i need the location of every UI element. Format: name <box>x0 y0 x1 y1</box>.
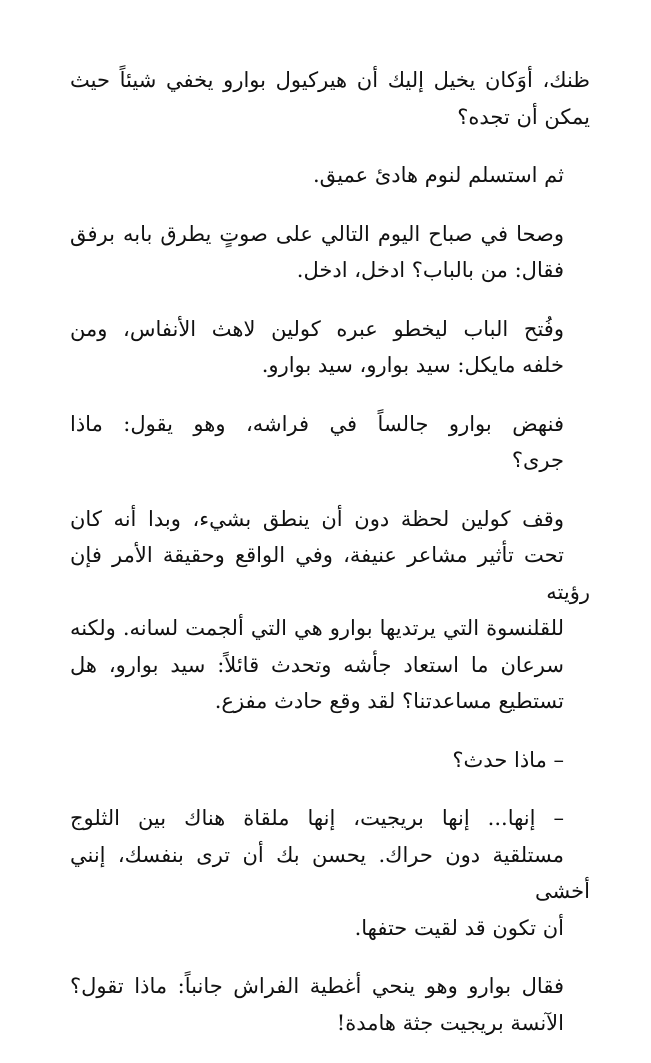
text-line: جرى؟ <box>511 448 564 472</box>
paragraph-3 <box>70 216 590 289</box>
text-line: مستلقية دون حراك. يحسن بك أن ترى بنفسك، إنني أخشى <box>70 842 590 903</box>
text-line: خلفه مايكل: سيد بوارو، سيد بوارو. <box>261 353 564 377</box>
text-line: وقف كولين لحظة دون أن ينطق بشيء، وبدا أنه كان <box>70 506 564 531</box>
text-line: فقال: من بالباب؟ ادخل، ادخل. <box>296 258 564 282</box>
paragraph-9 <box>70 968 590 1041</box>
text-line: ثم استسلم لنوم هادئ عميق. <box>313 163 564 187</box>
text-line: يمكن أن تجده؟ <box>457 104 590 129</box>
text-line: فنهض بوارو جالساً في فراشه، وهو يقول: ماذا <box>70 411 564 436</box>
text-line: وصحا في صباح اليوم التالي على صوتٍ يطرق بابه برفق <box>70 221 564 246</box>
paragraph-7 <box>70 742 590 779</box>
paragraph-5 <box>70 406 590 479</box>
paragraph-4 <box>70 311 590 384</box>
text-line: وفُتح الباب ليخطو عبره كولين لاهث الأنفاس، ومن <box>70 316 564 341</box>
text-line: فقال بوارو وهو ينحي أغطية الفراش جانباً: ماذا تقول؟ <box>70 974 564 998</box>
text-line: للقلنسوة التي يرتديها بوارو هي التي ألجمت لسانه. ولكنه <box>70 616 564 640</box>
text-line: أن تكون قد لقيت حتفها. <box>354 915 564 940</box>
paragraph-8 <box>70 800 590 946</box>
text-line: تستطيع مساعدتنا؟ لقد وقع حادث مفزع. <box>214 689 564 713</box>
text-line: – ماذا حدث؟ <box>452 747 564 772</box>
text-line: الآنسة بريجيت جثة هامدة! <box>336 1010 564 1035</box>
text-line: ظنك، أوَكان يخيل إليك أن هيركيول بوارو يخفي شيئاً حيث <box>70 68 590 92</box>
paragraph-1 <box>70 62 590 135</box>
text-line: تحت تأثير مشاعر عنيفة، وفي الواقع وحقيقة الأمر فإن رؤيته <box>70 543 590 604</box>
text-line: – إنها... إنها بريجيت، إنها ملقاة هناك بين الثلوج <box>70 806 564 830</box>
paragraph-2 <box>70 157 590 194</box>
text-line: سرعان ما استعاد جأشه وتحدث قائلاً: سيد بوارو، هل <box>70 652 564 677</box>
paragraph-6 <box>70 501 590 720</box>
book-page <box>70 62 590 1063</box>
